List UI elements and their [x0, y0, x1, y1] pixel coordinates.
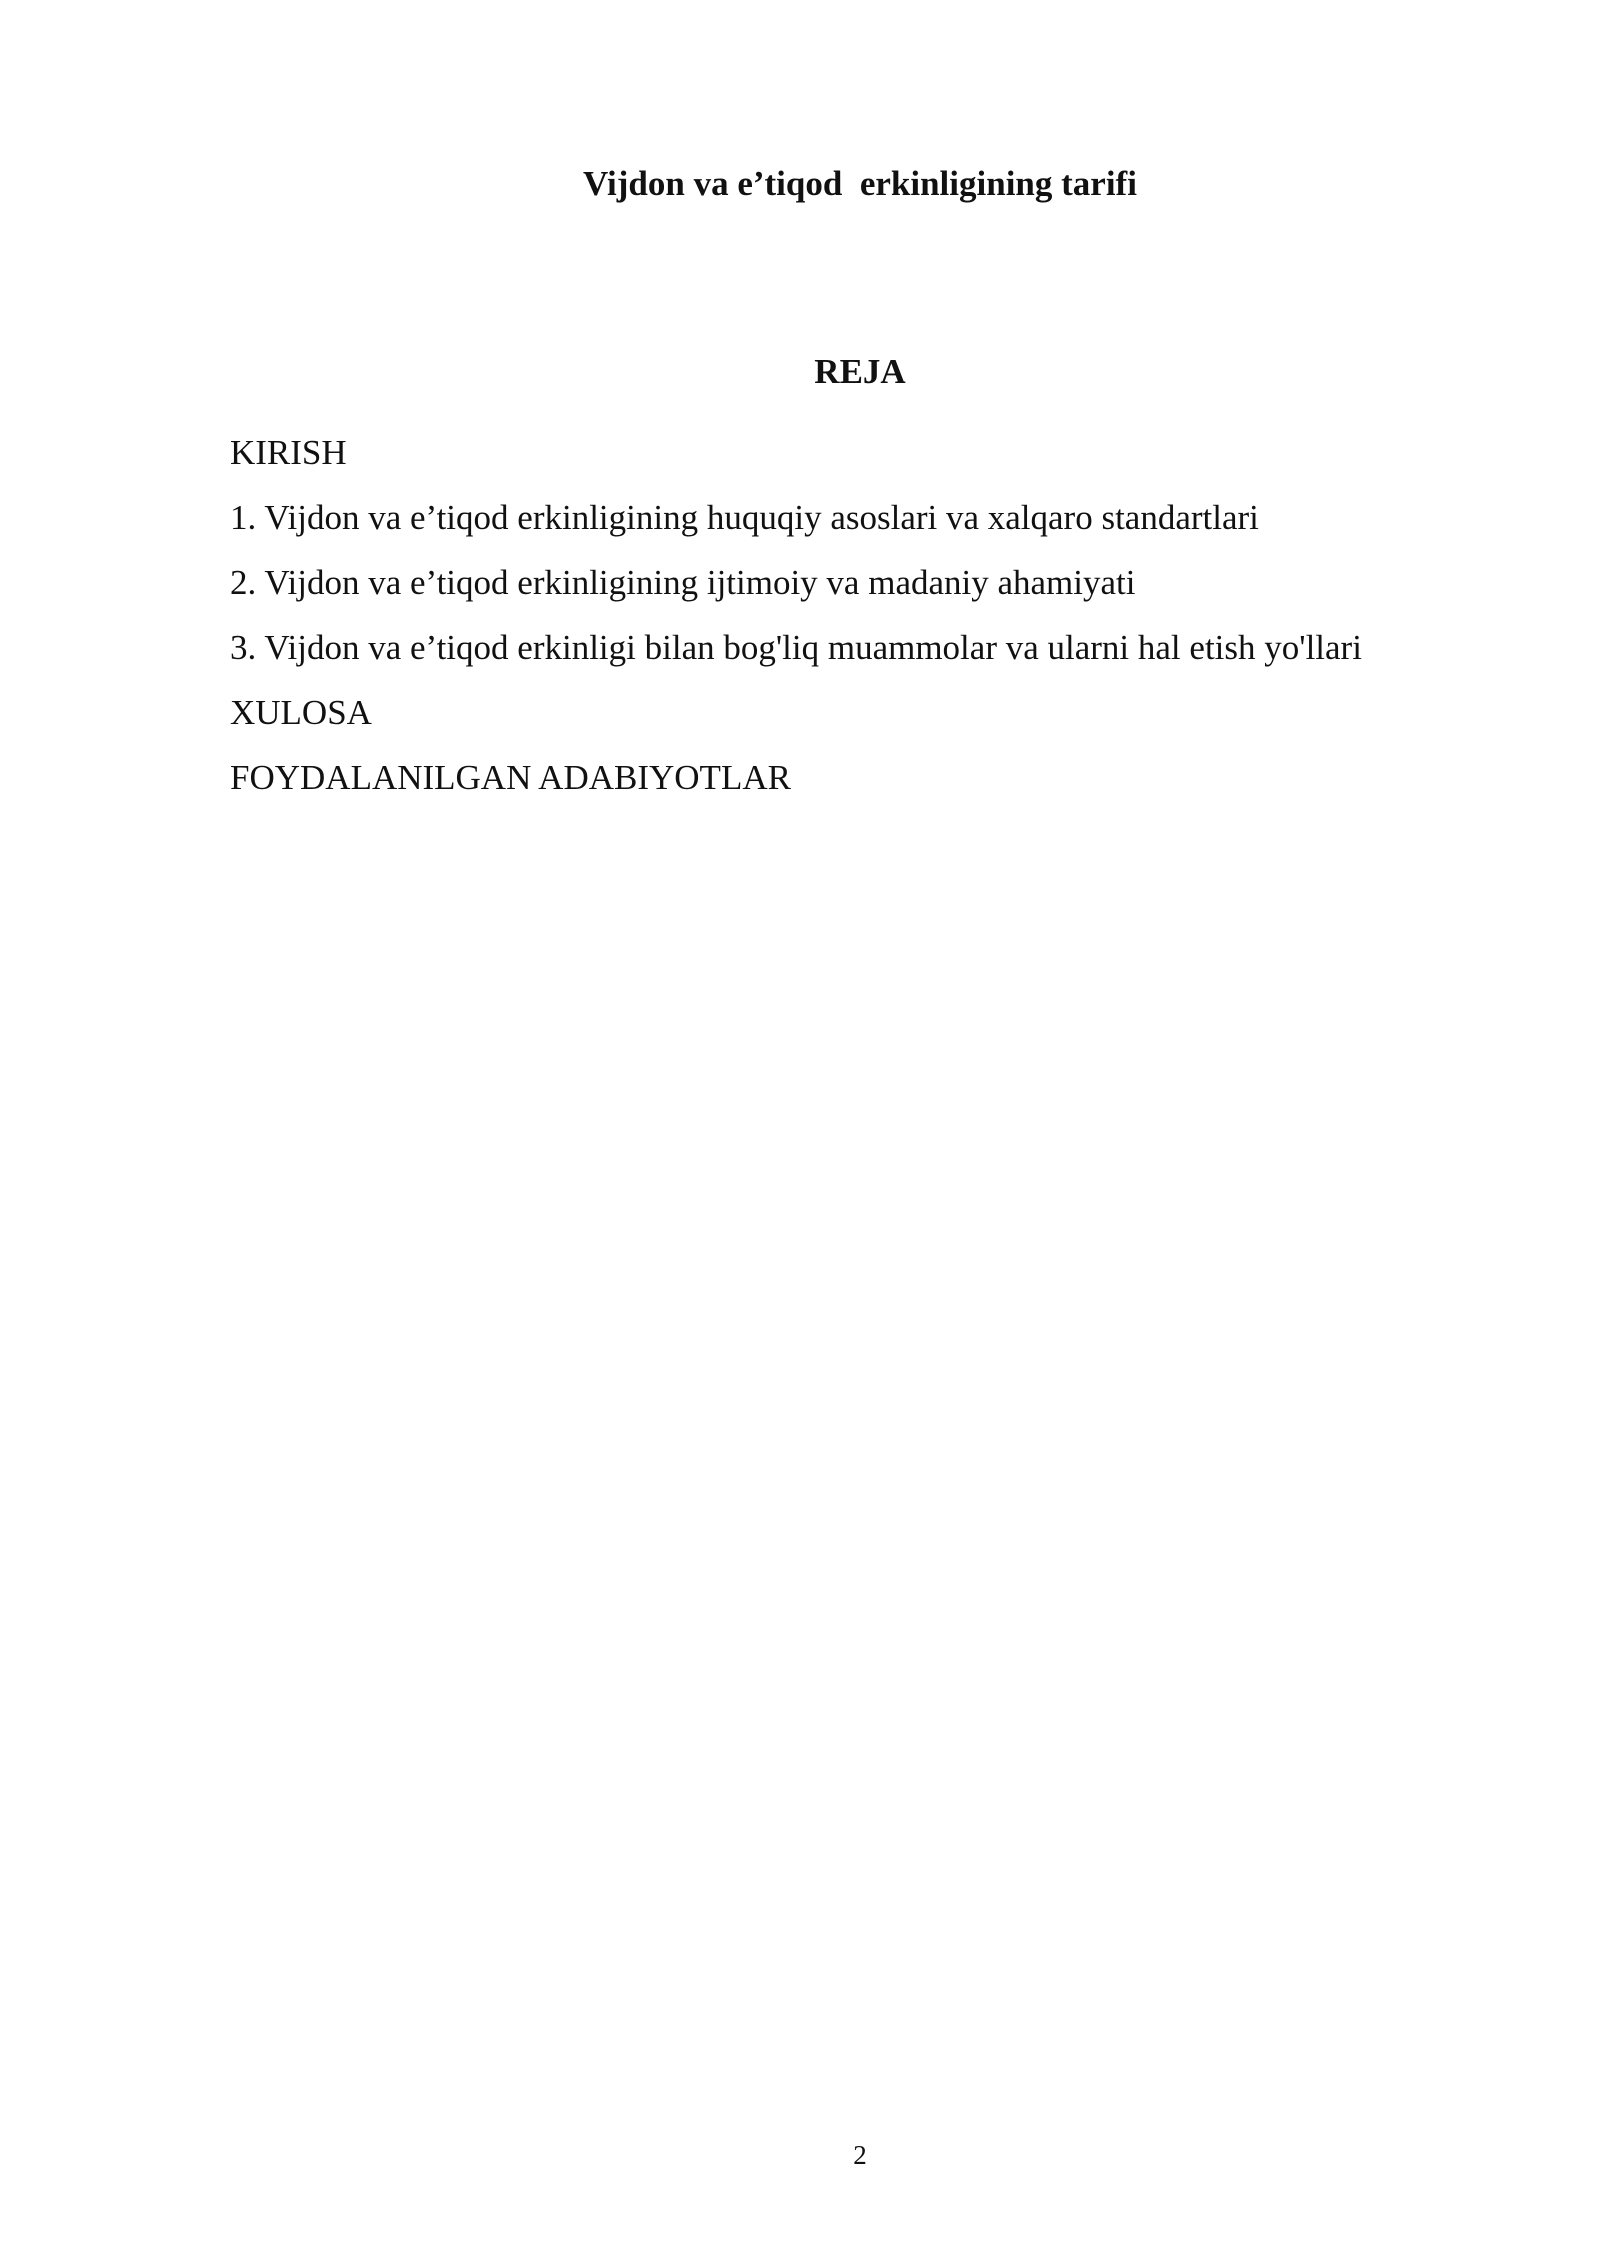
plan-item-3: 3. Vijdon va e’tiqod erkinligi bilan bog'liq muammolar va ularni hal etish yo'llari: [230, 628, 1362, 667]
plan-item-2: 2. Vijdon va e’tiqod erkinligining ijtimoiy va madaniy ahamiyati: [230, 563, 1136, 602]
document-title: Vijdon va e’tiqod erkinligining tarifi: [583, 164, 1137, 203]
plan-heading: REJA: [814, 352, 906, 391]
plan-list: [230, 420, 1530, 810]
plan-item-1: 1. Vijdon va e’tiqod erkinligining huquqiy asoslari va xalqaro standartlari: [230, 498, 1259, 537]
plan-item-references: FOYDALANILGAN ADABIYOTLAR: [230, 758, 791, 797]
plan-item-conclusion: XULOSA: [230, 693, 372, 732]
page-number: 2: [853, 2140, 867, 2170]
plan-item-introduction: KIRISH: [230, 433, 347, 472]
